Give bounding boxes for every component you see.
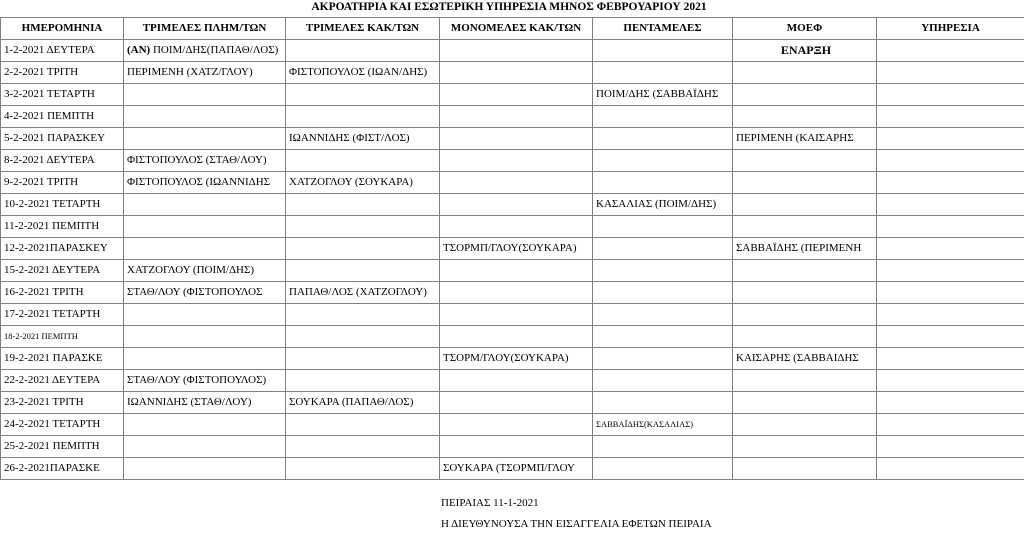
table-row: [1, 172, 1024, 194]
plim-cell: ΧΑΤΖΟΓΛΟΥ (ΠΟΙΜ/ΔΗΣ): [124, 260, 286, 282]
penta-cell: [593, 348, 733, 370]
mono-cell: [440, 194, 593, 216]
date-cell: 12-2-2021ΠΑΡΑΣΚΕΥ: [1, 238, 124, 260]
ypiresia-cell: [877, 260, 1024, 282]
ypiresia-cell: [877, 62, 1024, 84]
moef-cell: [733, 260, 877, 282]
table-row: [1, 150, 1024, 172]
moef-cell: [733, 458, 877, 480]
mono-cell: ΤΣΟΡΜ/ΓΛΟΥ(ΣΟΥΚΑΡΑ): [440, 348, 593, 370]
schedule-table: [0, 17, 1024, 480]
ypiresia-cell: [877, 128, 1024, 150]
table-row: [1, 458, 1024, 480]
table-row: [1, 436, 1024, 458]
moef-cell: [733, 392, 877, 414]
header-mono: ΜΟΝΟΜΕΛΕΣ ΚΑΚ/ΤΩΝ: [440, 18, 593, 40]
kak-cell: ΙΩΑΝΝΙΔΗΣ (ΦΙΣΤ/ΛΟΣ): [286, 128, 440, 150]
moef-cell: [733, 194, 877, 216]
kak-cell: [286, 458, 440, 480]
plim-cell: [124, 436, 286, 458]
date-cell: 26-2-2021ΠΑΡΑΣΚΕ: [1, 458, 124, 480]
plim-cell: ΣΤΑΘ/ΛΟΥ (ΦΙΣΤΟΠΟΥΛΟΣ: [124, 282, 286, 304]
plim-cell: [124, 348, 286, 370]
plim-cell: ΣΤΑΘ/ΛΟΥ (ΦΙΣΤΟΠΟΥΛΟΣ): [124, 370, 286, 392]
date-cell: 9-2-2021 ΤΡΙΤΗ: [1, 172, 124, 194]
moef-cell: [733, 62, 877, 84]
plim-text: ΠΟΙΜ/ΔΗΣ(ΠΑΠΑΘ/ΛΟΣ): [150, 44, 279, 56]
penta-cell: [593, 40, 733, 62]
moef-cell: [733, 326, 877, 348]
mono-cell: [440, 326, 593, 348]
penta-cell: ΠΟΙΜ/ΔΗΣ (ΣΑΒΒΑΪΔΗΣ: [593, 84, 733, 106]
ypiresia-cell: [877, 84, 1024, 106]
header-ypiresia: ΥΠΗΡΕΣΙΑ: [877, 18, 1024, 40]
moef-cell: [733, 84, 877, 106]
moef-cell: [733, 106, 877, 128]
date-cell: 24-2-2021 ΤΕΤΑΡΤΗ: [1, 414, 124, 436]
penta-cell: [593, 150, 733, 172]
kak-cell: ΠΑΠΑΘ/ΛΟΣ (ΧΑΤΖΟΓΛΟΥ): [286, 282, 440, 304]
kak-cell: [286, 216, 440, 238]
moef-cell: ΚΑΙΣΑΡΗΣ (ΣΑΒΒΑΙΔΗΣ: [733, 348, 877, 370]
moef-cell: ΠΕΡΙΜΕΝΗ (ΚΑΙΣΑΡΗΣ: [733, 128, 877, 150]
plim-cell: ΠΕΡΙΜΕΝΗ (ΧΑΤΖ/ΓΛΟΥ): [124, 62, 286, 84]
date-cell: 3-2-2021 ΤΕΤΑΡΤΗ: [1, 84, 124, 106]
kak-cell: [286, 84, 440, 106]
moef-cell: [733, 172, 877, 194]
ypiresia-cell: [877, 458, 1024, 480]
table-row: [1, 326, 1024, 348]
ypiresia-cell: [877, 150, 1024, 172]
date-cell: 16-2-2021 ΤΡΙΤΗ: [1, 282, 124, 304]
mono-cell: ΣΟΥΚΑΡΑ (ΤΣΟΡΜΠ/ΓΛΟΥ: [440, 458, 593, 480]
moef-cell: [733, 282, 877, 304]
penta-cell: [593, 62, 733, 84]
mono-cell: [440, 414, 593, 436]
penta-cell: [593, 326, 733, 348]
mono-cell: [440, 150, 593, 172]
penta-cell: [593, 238, 733, 260]
mono-cell: [440, 370, 593, 392]
plim-cell: [124, 128, 286, 150]
ypiresia-cell: [877, 326, 1024, 348]
moef-cell: ΕΝΑΡΞΗ: [733, 40, 877, 62]
header-row: [1, 18, 1024, 40]
penta-cell: [593, 304, 733, 326]
table-row: [1, 282, 1024, 304]
penta-cell: [593, 282, 733, 304]
plim-cell: [124, 216, 286, 238]
moef-cell: [733, 436, 877, 458]
table-row: [1, 216, 1024, 238]
table-row: [1, 84, 1024, 106]
table-row: [1, 62, 1024, 84]
date-cell: 19-2-2021 ΠΑΡΑΣΚΕ: [1, 348, 124, 370]
penta-cell: [593, 392, 733, 414]
mono-cell: [440, 216, 593, 238]
penta-cell: ΚΑΣΑΛΙΑΣ (ΠΟΙΜ/ΔΗΣ): [593, 194, 733, 216]
plim-cell: [124, 40, 286, 62]
mono-cell: [440, 62, 593, 84]
date-cell: 4-2-2021 ΠΕΜΠΤΗ: [1, 106, 124, 128]
penta-cell: [593, 458, 733, 480]
ypiresia-cell: [877, 282, 1024, 304]
ypiresia-cell: [877, 216, 1024, 238]
date-cell: 22-2-2021 ΔΕΥΤΕΡΑ: [1, 370, 124, 392]
moef-cell: [733, 414, 877, 436]
table-row: [1, 414, 1024, 436]
mono-cell: [440, 392, 593, 414]
kak-cell: [286, 40, 440, 62]
table-row: [1, 392, 1024, 414]
penta-cell: [593, 260, 733, 282]
plim-cell: [124, 84, 286, 106]
kak-cell: [286, 370, 440, 392]
table-row: [1, 304, 1024, 326]
date-cell: 10-2-2021 ΤΕΤΑΡΤΗ: [1, 194, 124, 216]
mono-cell: [440, 40, 593, 62]
penta-cell: ΣΑΒΒΑΪΔΗΣ(ΚΑΣΑΛΙΑΣ): [593, 414, 733, 436]
table-row: [1, 348, 1024, 370]
moef-cell: [733, 216, 877, 238]
mono-cell: [440, 128, 593, 150]
mono-cell: [440, 282, 593, 304]
kak-cell: [286, 106, 440, 128]
ypiresia-cell: [877, 40, 1024, 62]
plim-cell: [124, 414, 286, 436]
moef-cell: [733, 370, 877, 392]
kak-cell: [286, 238, 440, 260]
date-cell: 2-2-2021 ΤΡΙΤΗ: [1, 62, 124, 84]
table-row: [1, 106, 1024, 128]
kak-cell: [286, 304, 440, 326]
kak-cell: [286, 326, 440, 348]
penta-cell: [593, 128, 733, 150]
plim-cell: ΙΩΑΝΝΙΔΗΣ (ΣΤΑΘ/ΛΟΥ): [124, 392, 286, 414]
header-plim: ΤΡΙΜΕΛΕΣ ΠΛΗΜ/ΤΩΝ: [124, 18, 286, 40]
mono-cell: [440, 106, 593, 128]
kak-cell: ΣΟΥΚΑΡΑ (ΠΑΠΑΘ/ΛΟΣ): [286, 392, 440, 414]
ypiresia-cell: [877, 194, 1024, 216]
table-row: [1, 128, 1024, 150]
footer-place-date: ΠΕΙΡΑΙΑΣ 11-1-2021: [441, 497, 539, 509]
date-cell: 23-2-2021 ΤΡΙΤΗ: [1, 392, 124, 414]
kak-cell: [286, 436, 440, 458]
mono-cell: ΤΣΟΡΜΠ/ΓΛΟΥ(ΣΟΥΚΑΡΑ): [440, 238, 593, 260]
penta-cell: [593, 370, 733, 392]
header-kak: ΤΡΙΜΕΛΕΣ ΚΑΚ/ΤΩΝ: [286, 18, 440, 40]
ypiresia-cell: [877, 172, 1024, 194]
plim-cell: ΦΙΣΤΟΠΟΥΛΟΣ (ΣΤΑΘ/ΛΟΥ): [124, 150, 286, 172]
footer-signature: Η ΔΙΕΥΘΥΝΟΥΣΑ ΤΗΝ ΕΙΣΑΓΓΕΛΙΑ ΕΦΕΤΩΝ ΠΕΙΡΑΙΑ: [441, 518, 712, 530]
kak-cell: ΦΙΣΤΟΠΟΥΛΟΣ (ΙΩΑΝ/ΔΗΣ): [286, 62, 440, 84]
kak-cell: [286, 150, 440, 172]
date-cell: 25-2-2021 ΠΕΜΠΤΗ: [1, 436, 124, 458]
penta-cell: [593, 106, 733, 128]
table-row: [1, 40, 1024, 62]
plim-cell: ΦΙΣΤΟΠΟΥΛΟΣ (ΙΩΑΝΝΙΔΗΣ: [124, 172, 286, 194]
ypiresia-cell: [877, 392, 1024, 414]
date-cell: 15-2-2021 ΔΕΥΤΕΡΑ: [1, 260, 124, 282]
date-cell: 18-2-2021 ΠΕΜΠΤΗ: [1, 326, 124, 348]
moef-cell: [733, 304, 877, 326]
kak-cell: [286, 348, 440, 370]
mono-cell: [440, 260, 593, 282]
plim-cell: [124, 304, 286, 326]
mono-cell: [440, 436, 593, 458]
mono-cell: [440, 172, 593, 194]
plim-cell: [124, 326, 286, 348]
plim-cell: [124, 458, 286, 480]
plim-cell: [124, 238, 286, 260]
header-date: ΗΜΕΡΟΜΗΝΙΑ: [1, 18, 124, 40]
header-penta: ΠΕΝΤΑΜΕΛΕΣ: [593, 18, 733, 40]
plim-prefix: (ΑΝ): [127, 44, 151, 56]
header-moef: ΜΟΕΦ: [733, 18, 877, 40]
table-row: [1, 238, 1024, 260]
ypiresia-cell: [877, 414, 1024, 436]
ypiresia-cell: [877, 348, 1024, 370]
date-cell: 1-2-2021 ΔΕΥΤΕΡΑ: [1, 40, 124, 62]
plim-cell: [124, 194, 286, 216]
penta-cell: [593, 216, 733, 238]
mono-cell: [440, 84, 593, 106]
moef-cell: ΣΑΒΒΑΪΔΗΣ (ΠΕΡΙΜΕΝΗ: [733, 238, 877, 260]
kak-cell: [286, 260, 440, 282]
ypiresia-cell: [877, 106, 1024, 128]
date-cell: 17-2-2021 ΤΕΤΑΡΤΗ: [1, 304, 124, 326]
kak-cell: [286, 414, 440, 436]
table-row: [1, 194, 1024, 216]
ypiresia-cell: [877, 370, 1024, 392]
table-row: [1, 370, 1024, 392]
date-cell: 5-2-2021 ΠΑΡΑΣΚΕΥ: [1, 128, 124, 150]
kak-cell: [286, 194, 440, 216]
date-cell: 11-2-2021 ΠΕΜΠΤΗ: [1, 216, 124, 238]
document-title: ΑΚΡΟΑΤΗΡΙΑ ΚΑΙ ΕΣΩΤΕΡΙΚΗ ΥΠΗΡΕΣΙΑ ΜΗΝΟΣ ΦΕΒΡΟΥΑΡΙΟΥ 2021: [311, 1, 707, 13]
moef-cell: [733, 150, 877, 172]
kak-cell: ΧΑΤΖΟΓΛΟΥ (ΣΟΥΚΑΡΑ): [286, 172, 440, 194]
penta-cell: [593, 172, 733, 194]
ypiresia-cell: [877, 436, 1024, 458]
mono-cell: [440, 304, 593, 326]
penta-cell: [593, 436, 733, 458]
table-row: [1, 260, 1024, 282]
ypiresia-cell: [877, 304, 1024, 326]
plim-cell: [124, 106, 286, 128]
ypiresia-cell: [877, 238, 1024, 260]
date-cell: 8-2-2021 ΔΕΥΤΕΡΑ: [1, 150, 124, 172]
